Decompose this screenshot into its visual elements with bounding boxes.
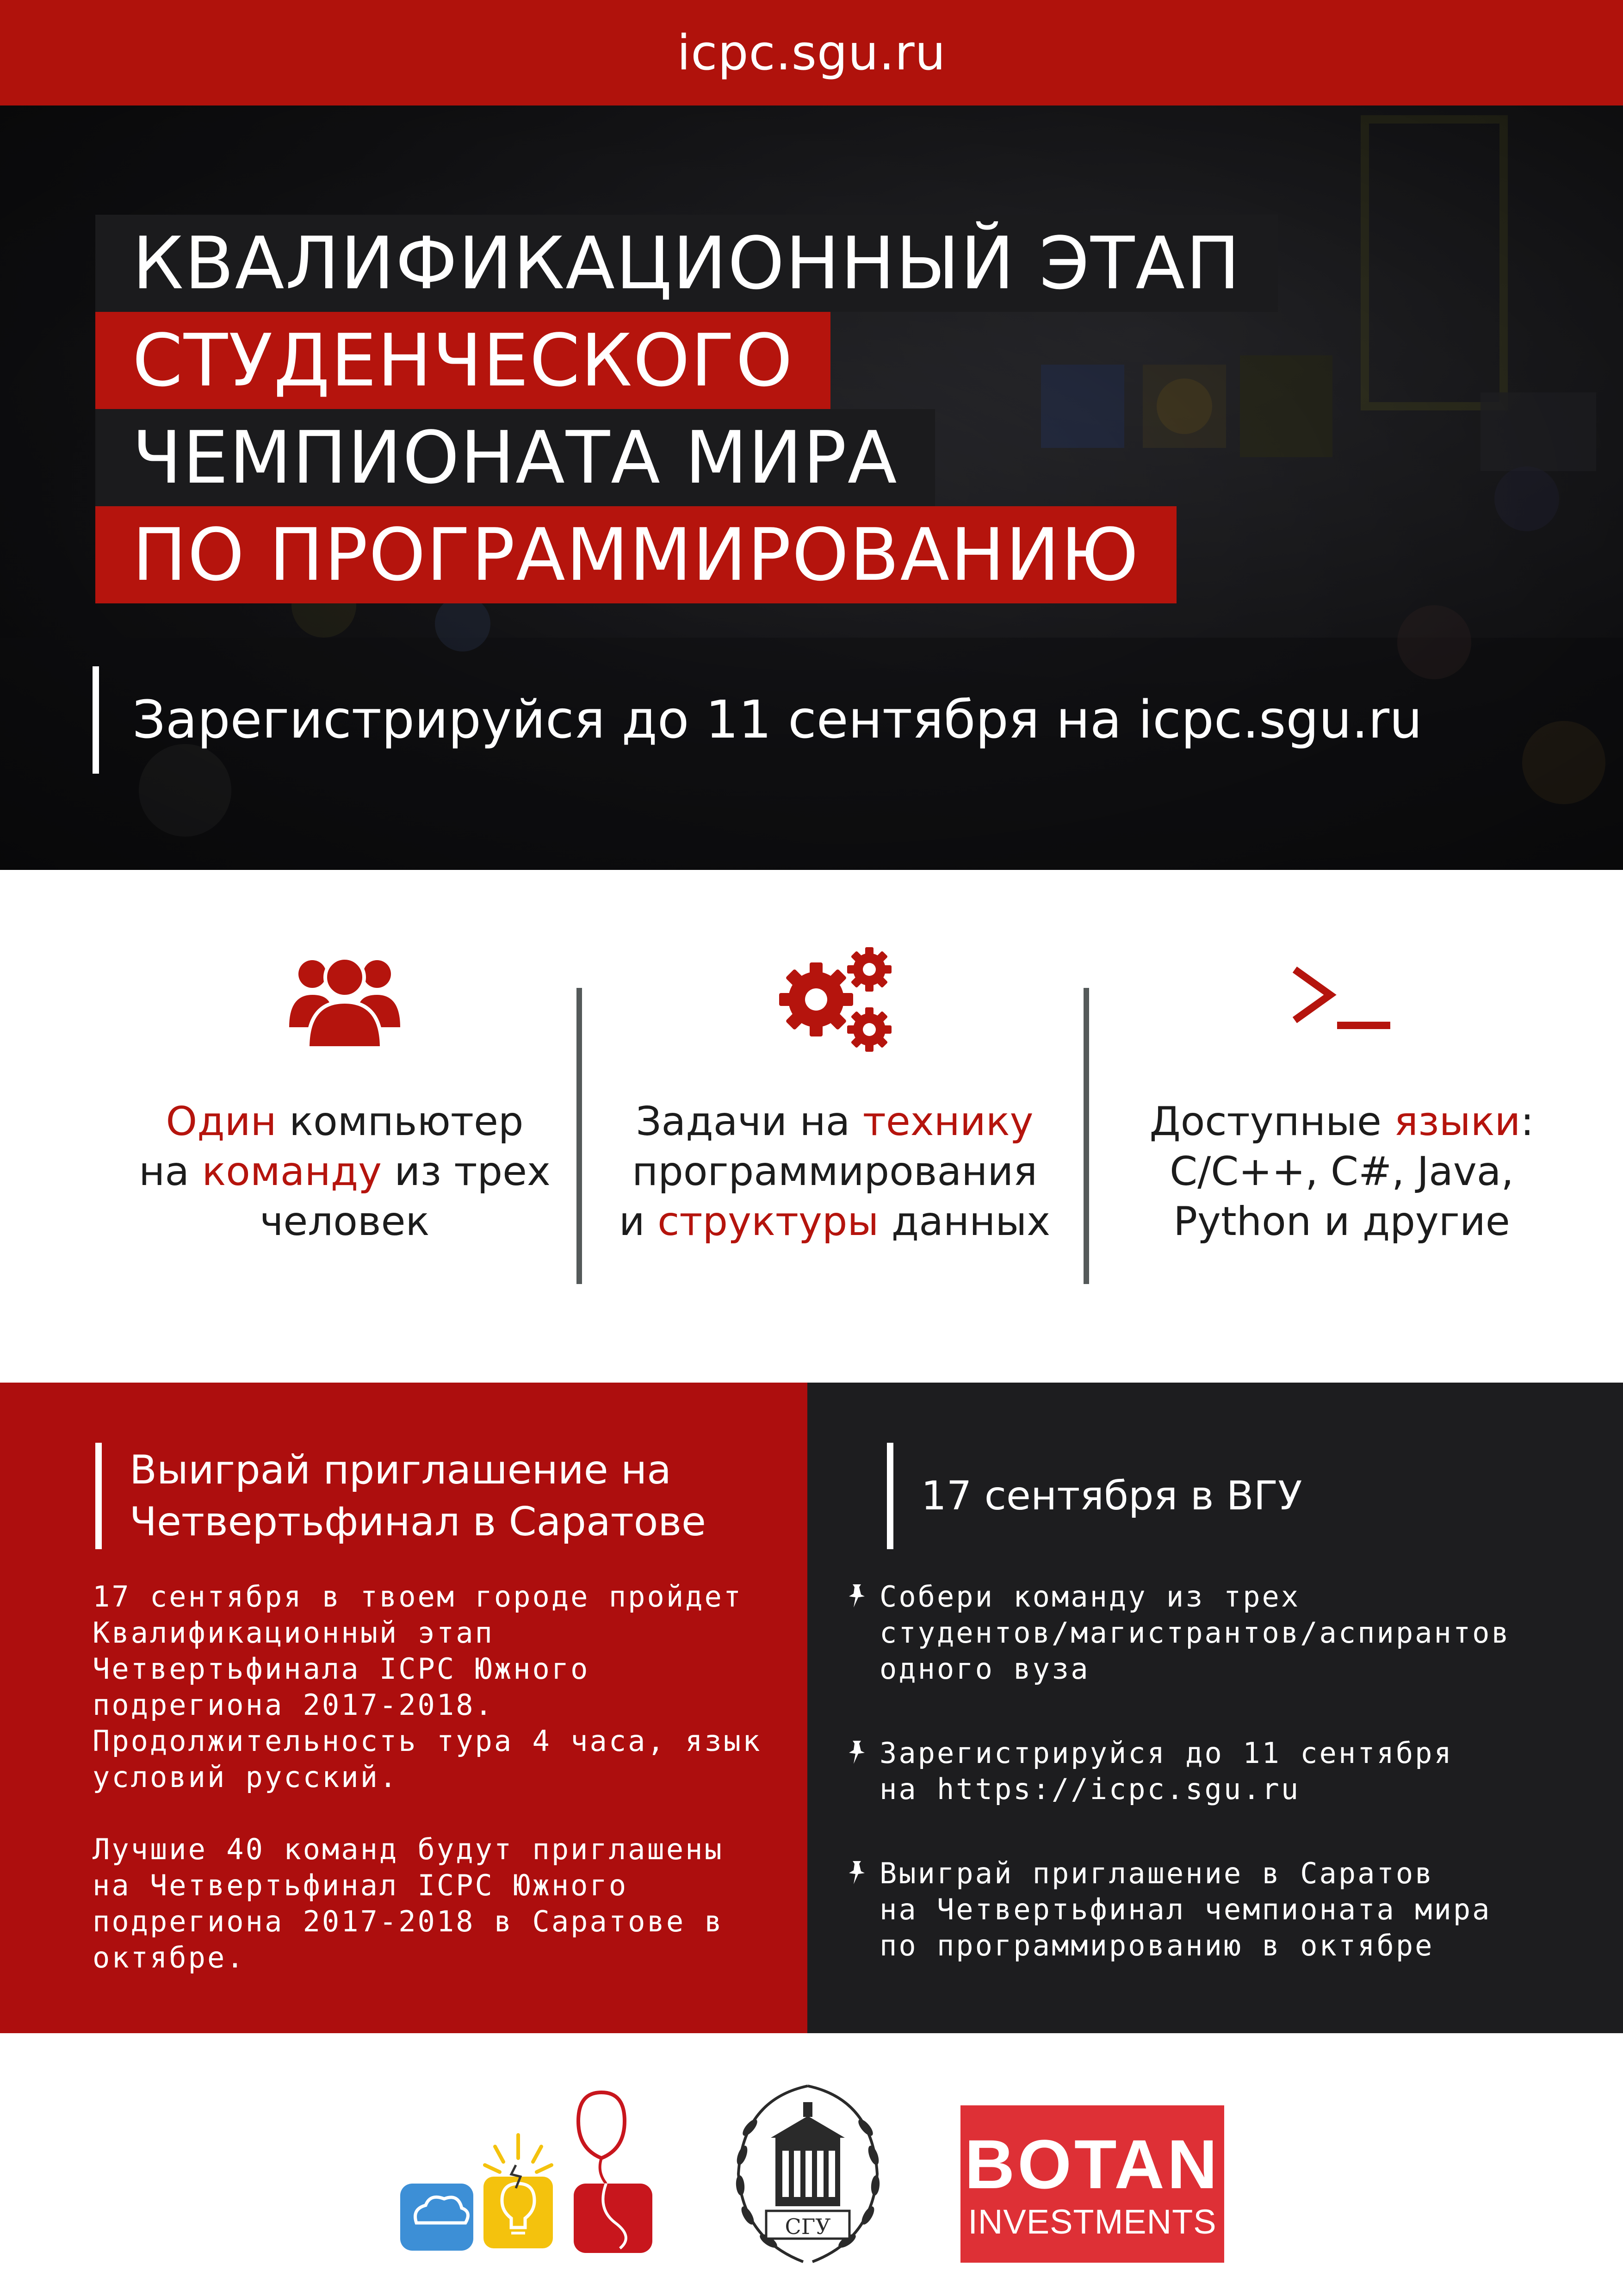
feature-line [1101,1197,1582,1247]
event-step [847,1579,1587,1687]
pin-icon [847,1579,880,1687]
text-fragment: Задачи на [636,1098,863,1145]
event-step-text: Выиграй приглашение в Саратов на Четвертьфинал чемпионата мира по программированию в октябре [880,1856,1492,1962]
top-bar [0,0,1623,105]
feature-text [594,1097,1075,1247]
event-step [847,1855,1587,1964]
botan-logo-line-1: BOTAN [964,2125,1220,2203]
text-fragment: Доступные [1149,1098,1394,1145]
text-fragment: человек [260,1198,430,1245]
gears-icon [770,939,899,1060]
pin-icon [847,1855,880,1964]
text-fragment: данных [879,1198,1051,1245]
title-line-1: КВАЛИФИКАЦИОННЫЙ ЭТАП [95,215,1278,312]
sgu-emblem-logo [711,2072,905,2276]
text-fragment: на [139,1148,202,1195]
feature-line [1101,1147,1582,1197]
text-fragment: компьютер [276,1098,524,1145]
highlight-word: структуры [657,1198,879,1245]
feature-line [104,1147,585,1197]
title-line-4: ПО ПРОГРАММИРОВАНИЮ [95,506,1177,603]
invite-body [93,1579,777,2012]
feature-line [594,1197,1075,1247]
feature-line [104,1197,585,1247]
site-url[interactable]: icpc.sgu.ru [677,25,946,81]
event-step [847,1735,1587,1807]
text-fragment: из трех [382,1148,551,1195]
event-panel [807,1383,1623,2033]
highlight-word: технику [862,1098,1034,1145]
event-heading-block [887,1443,1535,1549]
text-fragment: программирования [632,1148,1037,1195]
feature-divider [1084,988,1089,1284]
terminal-icon [1277,939,1406,1060]
sponsor-logos [0,2033,1623,2296]
features-section [0,870,1623,1383]
feature-line [1101,1097,1582,1147]
invite-heading-block [95,1443,752,1549]
pin-icon [847,1735,880,1807]
title-line-2: СТУДЕНЧЕСКОГО [95,312,830,409]
highlight-word: языки [1394,1098,1521,1145]
highlight-word: Один [166,1098,277,1145]
feature-divider [576,988,582,1284]
text-fragment: и [619,1198,658,1245]
invite-paragraph-2: Лучшие 40 команд будут приглашены на Четвертьфинал ICPC Южного подрегиона 2017-2018 в Саратове в октябре. [93,1832,724,1974]
feature-tasks [594,939,1075,1245]
invite-panel [0,1383,807,2033]
invite-heading: Выиграй приглашение на Четвертьфинал в Саратове [130,1447,706,1545]
title-line-3: ЧЕМПИОНАТА МИРА [95,409,935,506]
text-fragment: C/C++, C#, Java, [1170,1148,1514,1195]
register-callout [93,666,1422,774]
highlight-word: команду [202,1148,382,1195]
event-step-text: Зарегистрируйся до 11 сентября на https://icpc.sgu.ru [880,1736,1453,1806]
text-fragment: : [1520,1098,1534,1145]
register-text: Зарегистрируйся до 11 сентября на icpc.sgu.ru [132,690,1423,750]
feature-text [104,1097,585,1247]
users-icon [280,939,409,1060]
botan-logo-line-2: INVESTMENTS [968,2203,1217,2241]
event-step-text: Собери команду из трех студентов/магистрантов/аспирантов одного вуза [880,1580,1511,1686]
feature-line [594,1147,1075,1197]
botan-investments-logo [960,2105,1224,2263]
invite-paragraph-1: 17 сентября в твоем городе пройдет Квалификационный этап Четвертьфинала ICPC Южного подрегиона 2017-2018. Продолжительность тура 4 часа, язык условий русский. [93,1580,762,1794]
text-fragment: Python и другие [1173,1198,1510,1245]
feature-one-computer [104,939,585,1245]
sgu-emblem-text: СГУ [785,2214,831,2239]
hero-banner [0,105,1623,870]
feature-line [104,1097,585,1147]
feature-text [1101,1097,1582,1247]
ideas-logo [398,2084,657,2260]
event-heading: 17 сентября в ВГУ [921,1473,1302,1519]
feature-line [594,1097,1075,1147]
feature-languages [1101,939,1582,1245]
